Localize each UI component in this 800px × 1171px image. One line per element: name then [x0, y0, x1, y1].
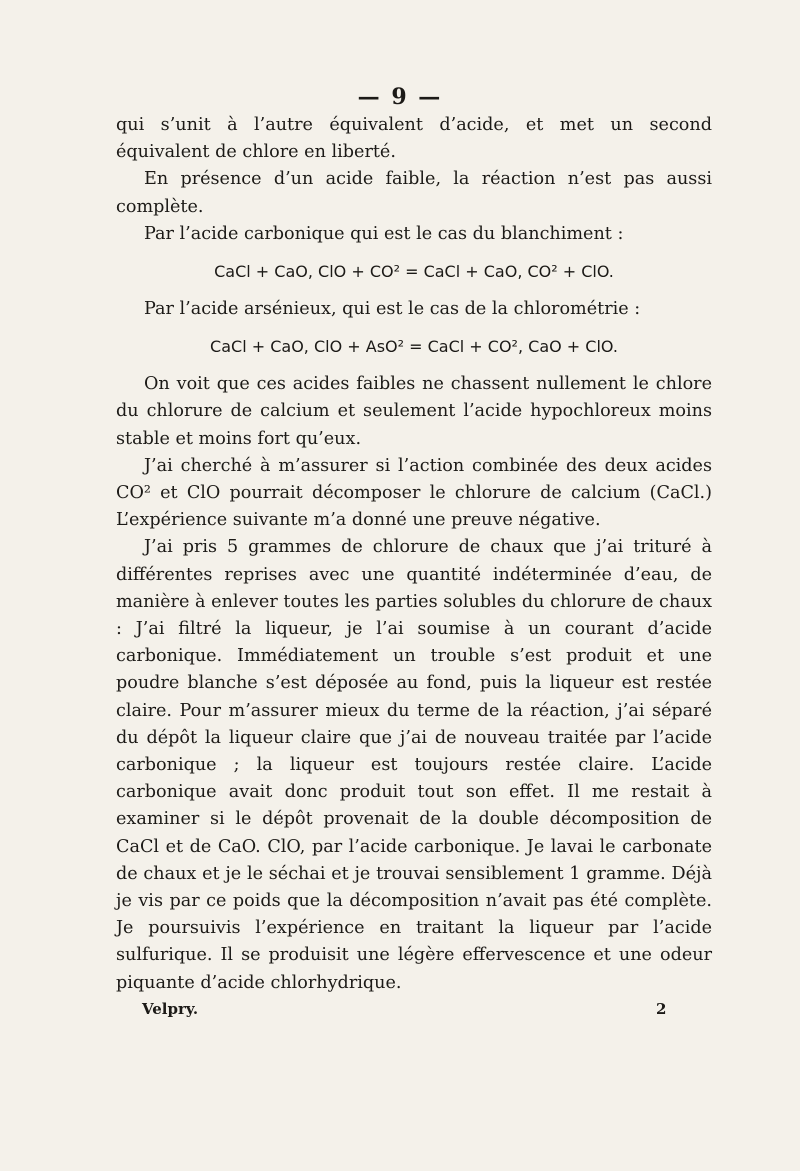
formula-chlorometrie: CaCl + CaO, ClO + AsO² = CaCl + CO², CaO + ClO. [210, 337, 618, 357]
page-number: — 9 — [357, 84, 443, 110]
paragraph-1: qui s’unit à l’autre équivalent d’acide, et met un second équivalent de chlore en liberté. [116, 115, 712, 163]
formula-blanchiment: CaCl + CaO, ClO + CO² = CaCl + CaO, CO² + ClO. [214, 262, 614, 282]
paragraph-4: Par l’acide arsénieux, qui est le cas de la chlorométrie : [144, 299, 641, 320]
paragraph-5: On voit que ces acides faibles ne chassent nullement le chlore du chlorure de calcium et seulement l’acide hypochloreux moins stable et moins fort qu’eux. [116, 374, 712, 449]
sheet-number: 2 [656, 1000, 667, 1018]
paragraph-7: J’ai pris 5 grammes de chlorure de chaux que j’ai trituré à différentes reprises avec une quantité indéterminée d’eau, de manière à enlever toutes les parties solubles du chlorure de chaux : J’ai filtré la liqueur, je l’ai soumise à un courant d’acide carbonique. Immédiatement un trouble s’est produit et une poudre blanche s’est déposée au fond, puis la liqueur est restée claire. Pour m’assurer mieux du terme de la réaction, j’ai séparé du dépôt la liqueur claire que j’ai de nouveau traitée par l’acide carbonique ; la liqueur est toujours restée claire. L’acide carbonique avait donc produit tout son effet. Il me restait à examiner si le dépôt provenait de la double décomposition de CaCl et de CaO. ClO, par l’acide carbonique. Je lavai le carbonate de chaux et je le séchai et je trouvai sensiblement 1 gramme. Déjà je vis par ce poids que la décomposition n’avait pas été complète. Je poursuivis l’expérience en traitant la liqueur par l’acide sulfurique. Il se produisit une légère effervescence et une odeur piquante d’acide chlorhydrique. [116, 537, 712, 993]
paragraph-6: J’ai cherché à m’assurer si l’action combinée des deux acides CO² et ClO pourrait décomposer le chlorure de calcium (CaCl.) L’expérience suivante m’a donné une preuve négative. [116, 455, 712, 531]
paragraph-3: Par l’acide carbonique qui est le cas du blanchiment : [144, 223, 624, 244]
text-body [116, 112, 712, 997]
paragraph-2: En présence d’un acide faible, la réaction n’est pas aussi complète. [116, 169, 712, 217]
signature: Velpry. [142, 1000, 199, 1018]
